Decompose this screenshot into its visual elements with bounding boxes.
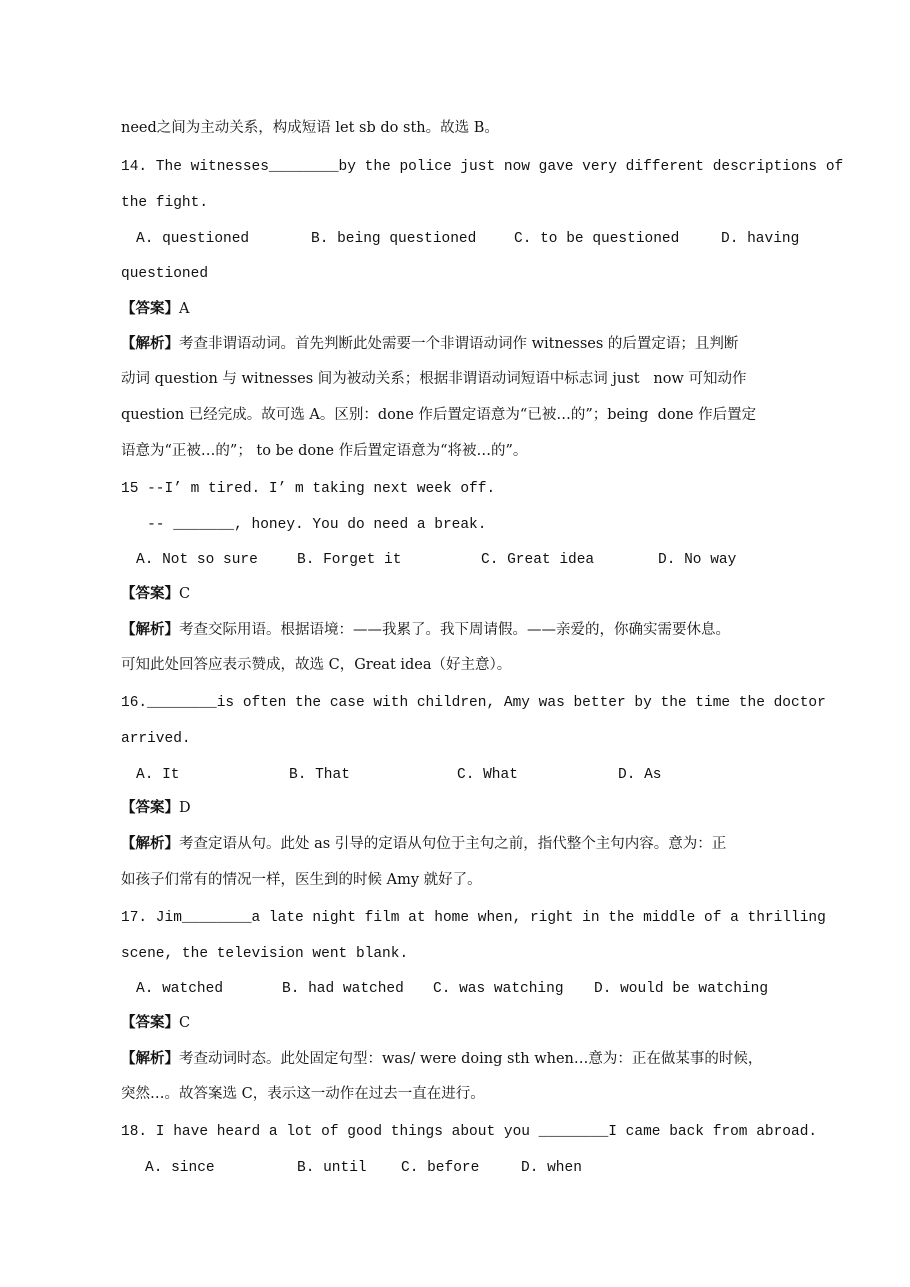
question-17-stem: 17. Jim________a late night film at home when, right in the middle of a thrilling [121, 910, 826, 926]
question-16-stem: 16.________is often the case with children, Amy was better by the time the doctor [121, 695, 826, 711]
prev-explanation-tail: need之间为主动关系，构成短语 let sb do sth。故选 B。 [121, 120, 499, 136]
option-a: A. questioned [136, 231, 250, 247]
answer-label: 【答案】 [121, 1015, 179, 1031]
explanation-14-line-2: 动词 question 与 witnesses 间为被动关系；根据非谓语动词短语中标志词 just now 可知动作 [121, 371, 747, 387]
answer-label: 【答案】 [121, 586, 179, 602]
question-18-stem: 18. I have heard a lot of good things about you ________I came back from abroad. [121, 1124, 818, 1140]
explanation-text: 考查动词时态。此处固定句型：was/ were doing sth when…意为：正在做某事的时候， [179, 1051, 763, 1067]
option-c: C. to be questioned [514, 231, 680, 247]
option-c: C. Great idea [481, 552, 595, 568]
explanation-text: 考查定语从句。此处 as 引导的定语从句位于主句之前，指代整个主句内容。意为：正 [179, 836, 727, 852]
question-14-stem-cont: the fight. [121, 195, 209, 211]
explanation-14-line-1 [121, 334, 797, 354]
option-a: A. since [145, 1160, 215, 1176]
explanation-15-line-2: 可知此处回答应表示赞成，故选 C，Great idea（好主意）。 [121, 657, 512, 673]
explanation-text: 考查非谓语动词。首先判断此处需要一个非谓语动词作 witnesses 的后置定语；且判断 [179, 336, 739, 352]
explanation-14-line-4: 语意为“正被…的”； to be done 作后置定语意为“将被…的”。 [121, 443, 528, 459]
answer-15 [121, 584, 797, 604]
question-17-stem-cont: scene, the television went blank. [121, 946, 409, 962]
option-d: D. would be watching [594, 981, 769, 997]
answer-14 [121, 299, 797, 319]
question-14-option-d-cont: questioned [121, 266, 209, 282]
option-c: C. was watching [433, 981, 564, 997]
answer-16 [121, 798, 797, 818]
question-14-stem [121, 157, 844, 177]
question-15-reply: -- _______, honey. You do need a break. [121, 517, 487, 533]
option-b: B. until [297, 1160, 367, 1176]
option-b: B. That [289, 767, 350, 783]
explanation-14-line-3: question 已经完成。故可选 A。区别：done 作后置定语意为“已被…的”；being done 作后置定 [121, 407, 757, 423]
explanation-15-line-1 [121, 620, 797, 640]
question-15-stem: 15 --I’ m tired. I’ m taking next week off. [121, 481, 496, 497]
answer-value: C [179, 1015, 191, 1031]
explanation-16-line-1 [121, 834, 797, 854]
answer-label: 【答案】 [121, 800, 179, 816]
explanation-text: 考查交际用语。根据语境：——我累了。我下周请假。——亲爱的，你确实需要休息。 [179, 622, 730, 638]
explanation-label: 【解析】 [121, 836, 179, 852]
option-d: D. having [721, 231, 800, 247]
explanation-label: 【解析】 [121, 622, 179, 638]
explanation-label: 【解析】 [121, 1051, 179, 1067]
explanation-17-line-1 [121, 1049, 797, 1069]
option-d: D. No way [658, 552, 737, 568]
explanation-17-line-2: 突然…。故答案选 C，表示这一动作在过去一直在进行。 [121, 1086, 485, 1102]
option-b: B. being questioned [311, 231, 477, 247]
answer-17 [121, 1013, 797, 1033]
explanation-label: 【解析】 [121, 336, 179, 352]
question-16-stem-cont: arrived. [121, 731, 191, 747]
option-a: A. It [136, 767, 180, 783]
option-a: A. watched [136, 981, 224, 997]
answer-value: A [179, 301, 190, 317]
option-b: B. Forget it [297, 552, 402, 568]
explanation-16-line-2: 如孩子们常有的情况一样，医生到的时候 Amy 就好了。 [121, 872, 482, 888]
option-d: D. As [618, 767, 662, 783]
option-d: D. when [521, 1160, 582, 1176]
answer-label: 【答案】 [121, 301, 179, 317]
option-c: C. before [401, 1160, 480, 1176]
option-a: A. Not so sure [136, 552, 258, 568]
option-c: C. What [457, 767, 518, 783]
option-b: B. had watched [282, 981, 404, 997]
answer-value: C [179, 586, 191, 602]
answer-value: D [179, 800, 191, 816]
question-14-text: 14. The witnesses________by the police just now gave very different descriptions of [121, 159, 844, 175]
